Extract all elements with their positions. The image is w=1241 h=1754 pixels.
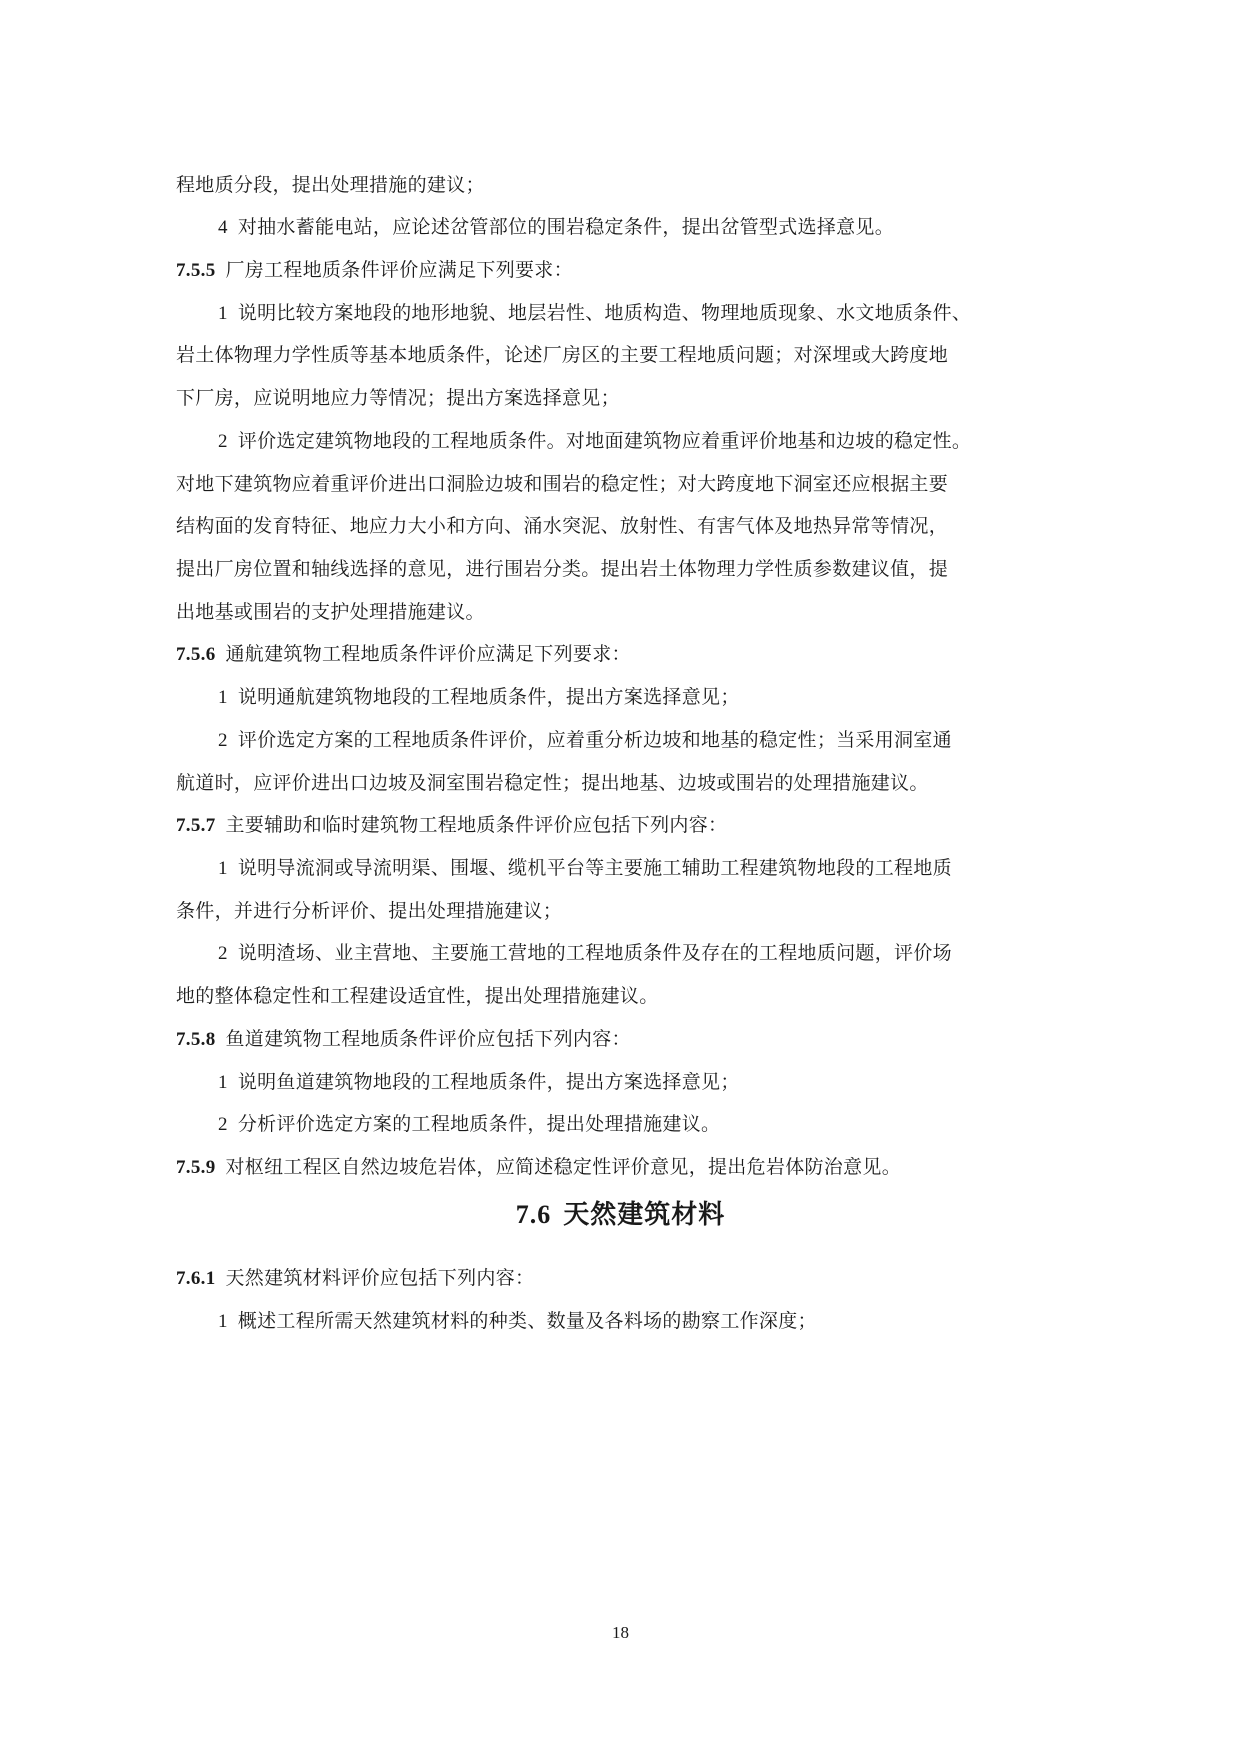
section-heading xyxy=(0,1197,1241,1233)
item-number: 1 xyxy=(218,1072,228,1093)
text-line xyxy=(176,897,562,925)
line-text: 结构面的发育特征、地应力大小和方向、涌水突泥、放射性、有害气体及地热异常等情况， xyxy=(176,515,949,537)
line-text: 下厂房，应说明地应力等情况；提出方案选择意见； xyxy=(176,387,620,409)
text-line xyxy=(176,171,485,199)
clause-text: 主要辅助和临时建筑物工程地质条件评价应包括下列内容： xyxy=(225,814,728,836)
clause-number: 7.5.7 xyxy=(176,815,216,836)
line-text: 出地基或围岩的支护处理措施建议。 xyxy=(176,601,485,623)
clause-text: 通航建筑物工程地质条件评价应满足下列要求： xyxy=(225,643,631,665)
line-text: 说明鱼道建筑物地段的工程地质条件，提出方案选择意见； xyxy=(237,1071,740,1093)
line-text: 条件，并进行分析评价、提出处理措施建议； xyxy=(176,900,563,922)
clause-heading xyxy=(176,1264,534,1293)
list-item xyxy=(218,1110,720,1139)
line-text: 程地质分段，提出处理措施的建议； xyxy=(176,174,485,196)
clause-heading xyxy=(176,256,573,285)
item-number: 4 xyxy=(218,217,228,238)
section-title-text: 天然建筑材料 xyxy=(563,1200,726,1230)
text-line xyxy=(176,384,620,412)
item-number: 1 xyxy=(218,1311,228,1332)
list-item xyxy=(218,299,971,328)
item-number: 1 xyxy=(218,858,228,879)
list-item xyxy=(218,427,971,456)
clause-number: 7.5.9 xyxy=(176,1157,216,1178)
item-number: 1 xyxy=(218,687,228,708)
text-line xyxy=(176,769,929,797)
clause-number: 7.5.5 xyxy=(176,260,216,281)
item-number: 2 xyxy=(218,431,228,452)
clause-text: 天然建筑材料评价应包括下列内容： xyxy=(225,1267,535,1289)
text-line xyxy=(176,470,948,498)
clause-number: 7.6.1 xyxy=(176,1268,216,1289)
page-number: 18 xyxy=(612,1623,629,1642)
list-item xyxy=(218,1307,817,1336)
line-text: 说明比较方案地段的地形地貌、地层岩性、地质构造、物理地质现象、水文地质条件、 xyxy=(237,302,972,324)
line-text: 评价选定方案的工程地质条件评价，应着重分析边坡和地基的稳定性；当采用洞室通 xyxy=(237,729,952,751)
text-line xyxy=(176,982,659,1010)
list-item xyxy=(218,683,740,712)
line-text: 提出厂房位置和轴线选择的意见，进行围岩分类。提出岩土体物理力学性质参数建议值，提 xyxy=(176,558,949,580)
clause-text: 对枢纽工程区自然边坡危岩体，应简述稳定性评价意见，提出危岩体防治意见。 xyxy=(225,1156,902,1178)
line-text: 说明通航建筑物地段的工程地质条件，提出方案选择意见； xyxy=(237,686,740,708)
item-number: 2 xyxy=(218,730,228,751)
line-text: 航道时，应评价进出口边坡及洞室围岩稳定性；提出地基、边坡或围岩的处理措施建议。 xyxy=(176,772,929,794)
item-number: 1 xyxy=(218,303,228,324)
line-text: 地的整体稳定性和工程建设适宜性，提出处理措施建议。 xyxy=(176,985,659,1007)
line-text: 概述工程所需天然建筑材料的种类、数量及各料场的勘察工作深度； xyxy=(237,1310,817,1332)
list-item xyxy=(218,854,952,883)
line-text: 说明渣场、业主营地、主要施工营地的工程地质条件及存在的工程地质问题，评价场 xyxy=(237,942,952,964)
clause-heading xyxy=(176,640,631,669)
text-line xyxy=(176,598,485,626)
clause-heading xyxy=(176,1025,631,1054)
text-line xyxy=(176,555,948,583)
list-item xyxy=(218,1068,740,1097)
clause-number: 7.5.6 xyxy=(176,644,216,665)
clause-heading xyxy=(176,1153,901,1182)
clause-heading xyxy=(176,811,727,840)
list-item xyxy=(218,213,894,242)
line-text: 说明导流洞或导流明渠、围堰、缆机平台等主要施工辅助工程建筑物地段的工程地质 xyxy=(237,857,952,879)
text-line xyxy=(176,512,948,540)
section-number: 7.6 xyxy=(515,1200,552,1229)
text-line xyxy=(176,341,948,369)
line-text: 对抽水蓄能电站，应论述岔管部位的围岩稳定条件，提出岔管型式选择意见。 xyxy=(237,216,895,238)
list-item xyxy=(218,726,952,755)
line-text: 评价选定建筑物地段的工程地质条件。对地面建筑物应着重评价地基和边坡的稳定性。 xyxy=(237,430,972,452)
item-number: 2 xyxy=(218,1114,228,1135)
line-text: 岩土体物理力学性质等基本地质条件，论述厂房区的主要工程地质问题；对深埋或大跨度地 xyxy=(176,344,949,366)
line-text: 分析评价选定方案的工程地质条件，提出处理措施建议。 xyxy=(237,1113,721,1135)
line-text: 对地下建筑物应着重评价进出口洞脸边坡和围岩的稳定性；对大跨度地下洞室还应根据主要 xyxy=(176,473,949,495)
clause-number: 7.5.8 xyxy=(176,1029,216,1050)
list-item xyxy=(218,939,952,968)
item-number: 2 xyxy=(218,943,228,964)
clause-text: 厂房工程地质条件评价应满足下列要求： xyxy=(225,259,573,281)
clause-text: 鱼道建筑物工程地质条件评价应包括下列内容： xyxy=(225,1028,631,1050)
